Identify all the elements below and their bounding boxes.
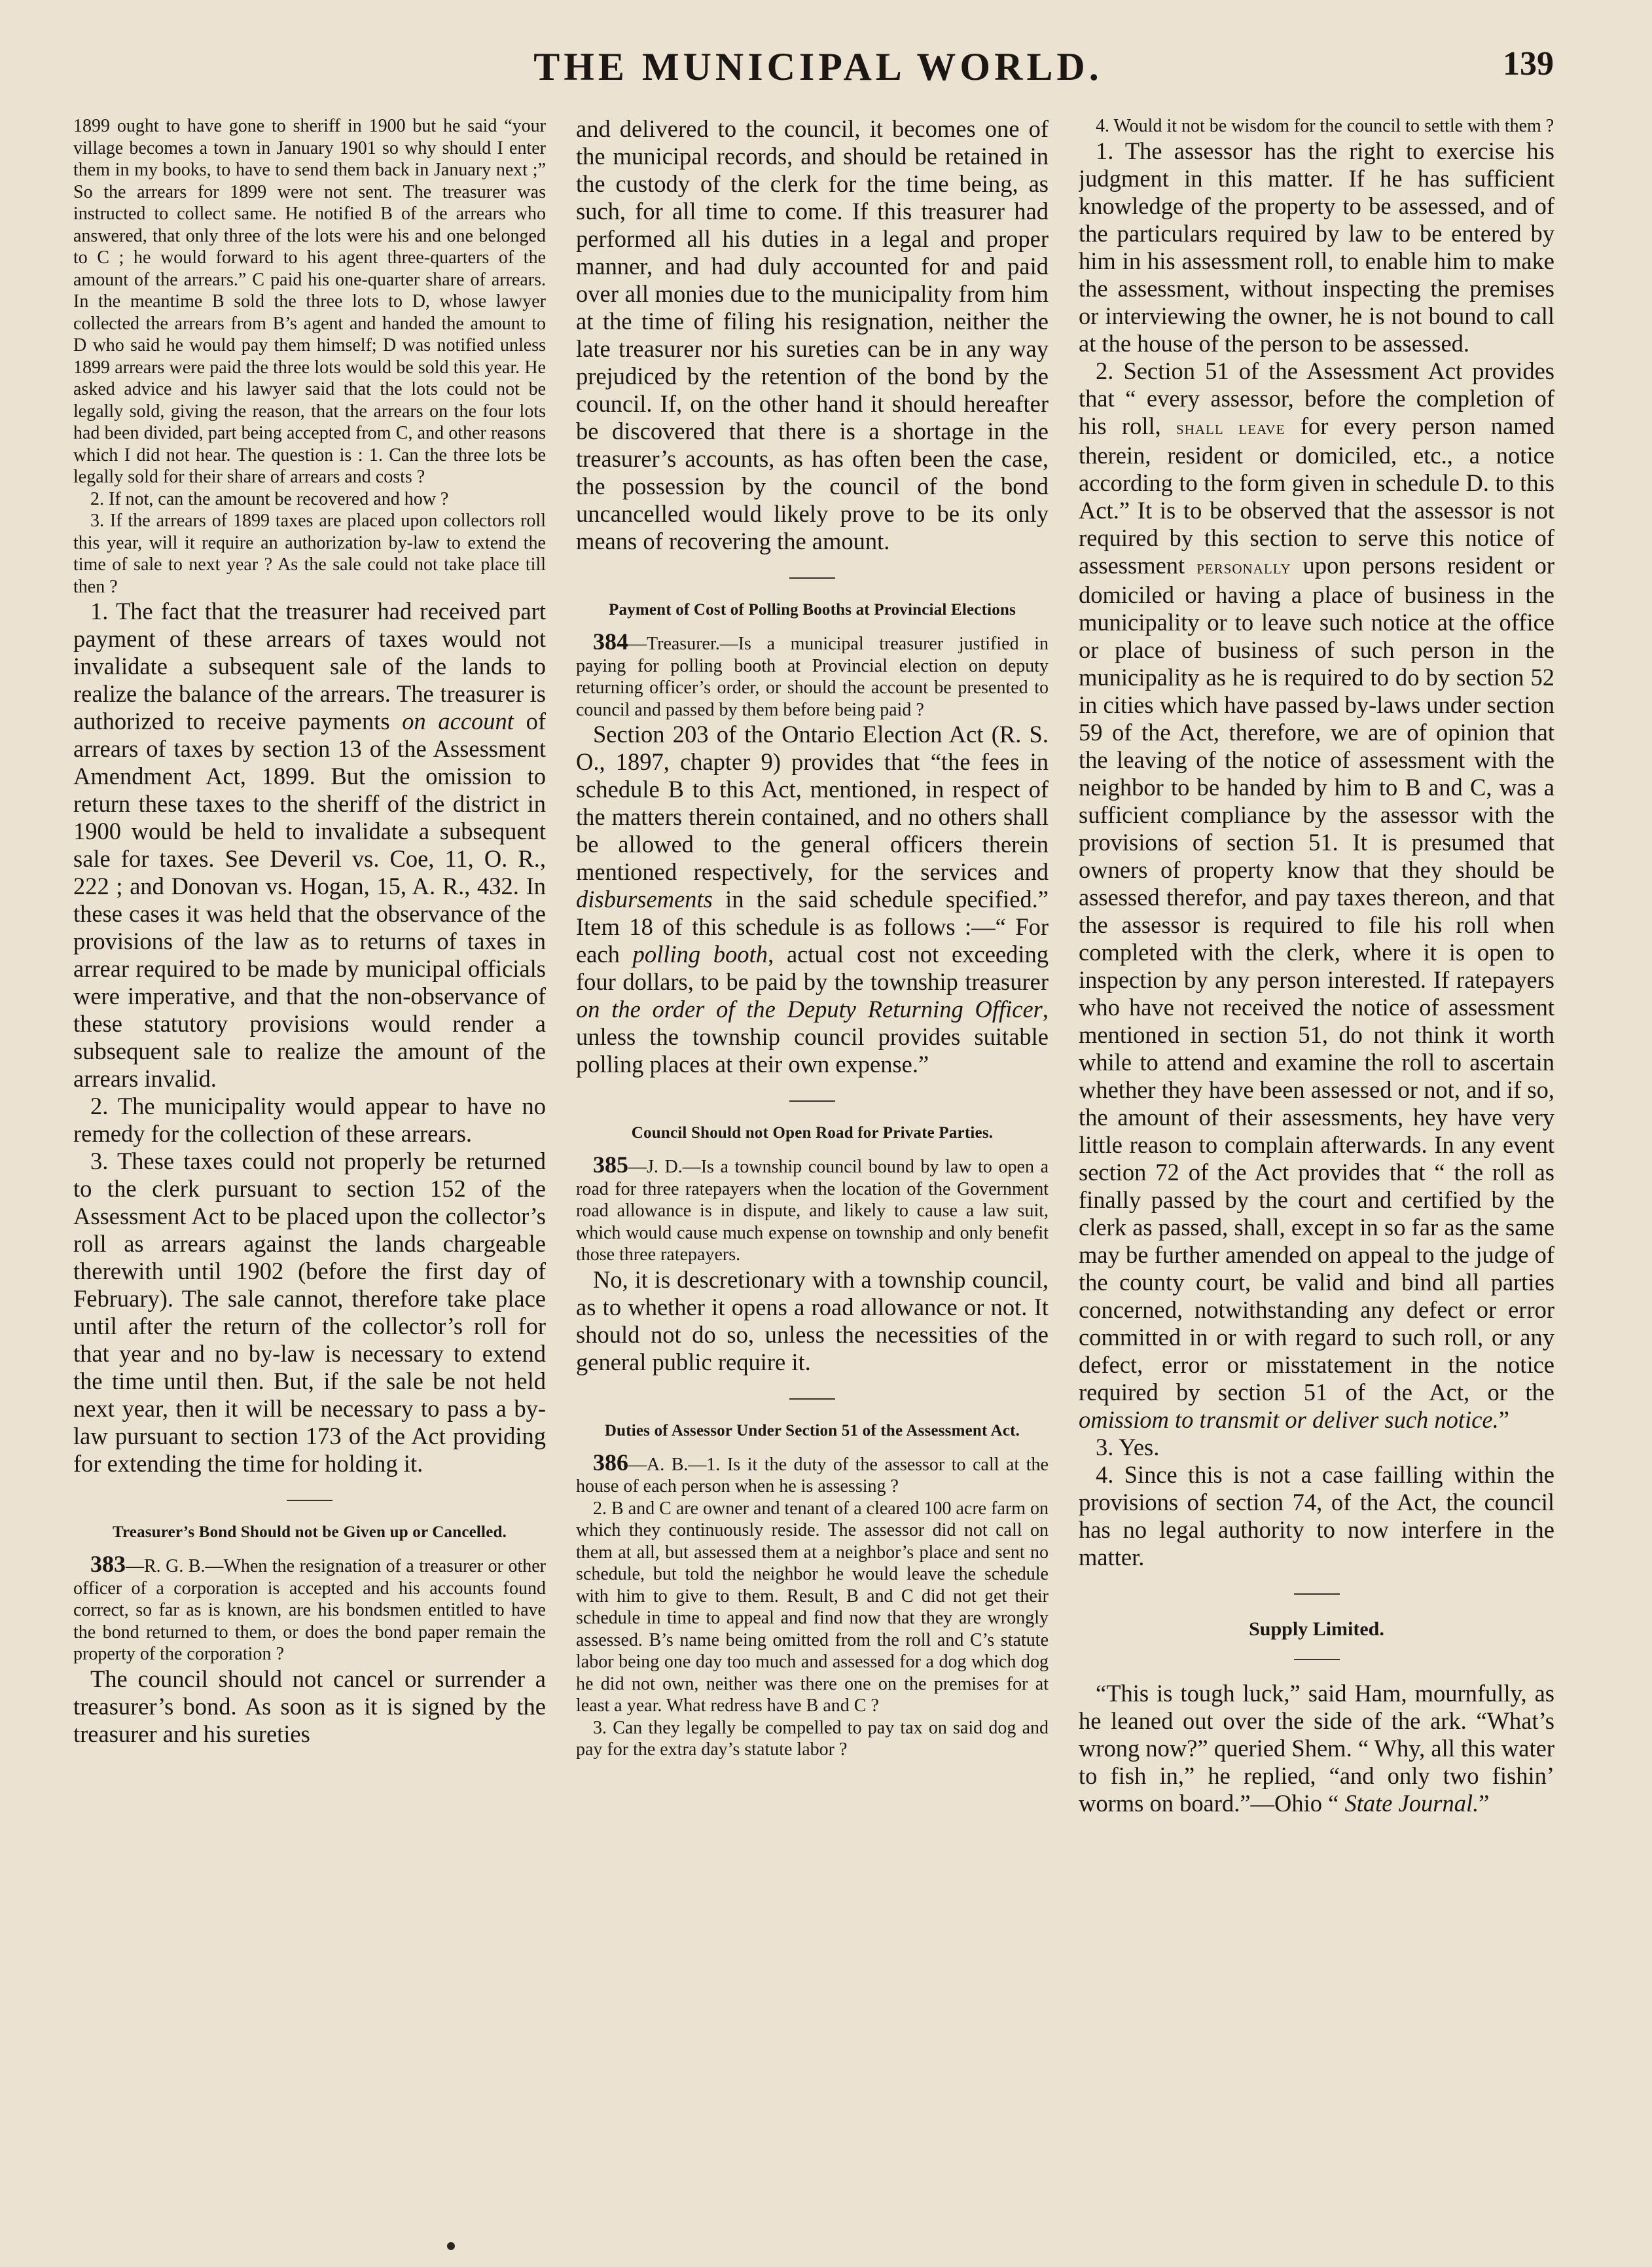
question-386-part-2: 2. B and C are owner and tenant of a cleared 100 acre farm on which they continuously reside. The assessor did not call on them at all, but assessed them at a neighbor’s place and sent no schedule, but told the neighbor he would leave the schedule with him to give to them. Result, B and C did not get their schedule in time to appeal and find now that they are wrongly assessed. B’s name being omitted from the roll and C’s statute labor being one day too much and assessed for a dog which dog he did not own, neither was there one on the premises for at least a year. What redress have B and C ? xyxy=(576,1498,1049,1716)
divider-rule xyxy=(789,1100,835,1102)
answer-386-part-3: 3. Yes. xyxy=(1096,1433,1160,1460)
answer-385: No, it is descretionary with a township council, as to whether it opens a road allowance or not. It should not do so, unless the necessities of the general public require it. xyxy=(576,1265,1049,1375)
column-3 xyxy=(1079,115,1554,2190)
heading-384: Payment of Cost of Polling Booths at Provincial Elections xyxy=(608,601,1016,619)
answer-383-start: The council should not cancel or surrender a treasurer’s bond. As soon as it is signed by the treasurer and his sureties xyxy=(73,1665,546,1747)
question-382-part-3: 3. If the arrears of 1899 taxes are placed upon collectors roll this year, will it require an authorization by-law to extend the time of sale to next year ? As the sale could not take place till then ? xyxy=(73,511,546,597)
divider-rule xyxy=(1294,1659,1340,1660)
masthead-title: THE MUNICIPAL WORLD. xyxy=(533,45,1103,88)
question-386-part-1: 386—A. B.—1. Is it the duty of the assessor to call at the house of each person when he is assessing ? xyxy=(576,1449,1049,1496)
question-386-part-4: 4. Would it not be wisdom for the council to settle with them ? xyxy=(1096,116,1554,136)
question-385: 385—J. D.—Is a township council bound by law to open a road for three ratepayers when the location of the Government road allowance is in dispute, and likely to cause a law suit, which would cause much expense on township and only benefit those three ratepayers. xyxy=(576,1152,1049,1265)
heading-386: Duties of Assessor Under Section 51 of the Assessment Act. xyxy=(604,1421,1020,1440)
column-1 xyxy=(73,115,546,2190)
ink-spot xyxy=(447,2242,455,2250)
question-384: 384—Treasurer.—Is a municipal treasurer justified in paying for polling booth at Provincial election on deputy returning officer’s order, or should the account be presented to council and passed by them before being paid ? xyxy=(576,628,1049,720)
answer-386-part-1: 1. The assessor has the right to exercise his judgment in this matter. If he has sufficient knowledge of the property to be assessed, and of the particulars required by law to be entered by him in his assessment roll, to enable him to make the assessment, without inspecting the premises or interviewing the owner, he is not bound to call at the house of the person to be assessed. xyxy=(1079,137,1554,357)
answer-386-part-2: 2. Section 51 of the Assessment Act provides that “ every assessor, before the completion of his roll, shall leave for every person named therein, resident or domiciled, etc., a notice according to the form given in schedule D. to this Act.” It is to be observed that the assessor is not required by this section to serve this notice of assessment personally upon persons resident or domiciled or having a place of business in the municipality or to leave such notice at the office or place of business of such person in the municipality as he is required to do by section 52 in cities which have passed by-laws under section 59 of the Act, therefore, we are of opinion that the leaving of the notice of assessment with the neighbor to be handed by him to B and C, was a sufficient compliance by the assessor with the provisions of section 51. It is presumed that owners of property know that they should be assessed therefor, and pay taxes thereon, and that the assessor is required to file his roll when completed with the clerk, where it is open to inspection by any person interested. If ratepayers who have not received the notice of assessment mentioned in section 51, do not think it worth while to attend and examine the roll to ascertain whether they have been assessed or not, and if so, the amount of their assessments, hey have very little reason to complain afterwards. In any event section 72 of the Act provides that “ the roll as finally passed by the court and certified by the clerk as passed, shall, except in so far as the same may be further amended on appeal to the judge of the county court, be valid and bind all parties concerned, notwithstanding any defect or error committed in or with regard to such roll, or any defect, error or misstatement in the notice required by section 51 of the Act, or the omissiom to transmit or deliver such notice.” xyxy=(1079,357,1554,1433)
answer-386-part-4: 4. Since this is not a case failling within the provisions of section 74, of the Act, the council has no legal authority to now interfere in the matter. xyxy=(1079,1460,1554,1570)
question-382-part-2: 2. If not, can the amount be recovered and how ? xyxy=(90,488,449,509)
question-383: 383—R. G. B.—When the resignation of a treasurer or other officer of a corporation is accepted and his accounts found correct, so far as is known, are his bondsmen entitled to have the bond returned to them, or does the bond paper remain the property of the corporation ? xyxy=(73,1551,546,1664)
question-386-part-3: 3. Can they legally be compelled to pay tax on said dog and pay for the extra day’s statute labor ? xyxy=(576,1717,1049,1760)
question-382-body: 1899 ought to have gone to sheriff in 1900 but he said “your village becomes a town in January 1901 so why should I enter them in my books, to have to send them back in January next ;” So the arrears for 1899 were not sent. The treasurer was instructed to collect same. He notified B of the arrears who answered, that only three of the lots were his and one belonged to C ; he would forward to his agent three-quarters of the amount of the arrears.” C paid his one-quarter share of arrears. In the meantime B sold the three lots to D, whose lawyer collected the arrears from B’s agent and handed the amount to D who said he would pay them himself; D was notified unless 1899 arrears were paid the three lots would be sold this year. He asked advice and his lawyer said that the lots could not be legally sold, giving the reason, that the arrears on the four lots had been divided, part being accepted from C, and other reasons which I did not hear. The question is : 1. Can the three lots be legally sold for their share of arrears and costs ? xyxy=(73,116,546,487)
answer-382-part-1: 1. The fact that the treasurer had received part payment of these arrears of taxes would not invalidate a subsequent sale of the lands to realize the balance of the arrears. The treasurer is authorized to receive payments on account of arrears of taxes by section 13 of the Assessment Amendment Act, 1899. But the omission to return these taxes to the sheriff of the district in 1900 would be held to invalidate a subsequent sale for taxes. See Deveril vs. Coe, 11, O. R., 222 ; and Donovan vs. Hogan, 15, A. R., 432. In these cases it was held that the observance of the provisions of the law as to returns of taxes in arrear required to be made by municipal officials were imperative, and that the non-observance of these statutory provisions would render a subsequent sale to realize the amount of the arrears invalid. xyxy=(73,598,546,1092)
answer-382-part-3: 3. These taxes could not properly be returned to the clerk pursuant to section 152 of the Assessment Act to be placed upon the collector’s roll as arrears against the lands chargeable therewith until 1902 (before the first day of February). The sale cannot, therefore take place until after the return of the collector’s roll for that year and no by-law is necessary to extend the time until then. But, if the sale be not held next year, then it will be necessary to pass a by-law pursuant to section 173 of the Act providing for extending the time for holding it. xyxy=(73,1148,546,1477)
column-2 xyxy=(576,115,1049,2190)
heading-385: Council Should not Open Road for Private Parties. xyxy=(631,1124,994,1142)
page-number: 139 xyxy=(1503,45,1554,82)
divider-rule xyxy=(1294,1593,1340,1595)
divider-rule xyxy=(287,1500,332,1501)
anecdote-ham-and-shem: “This is tough luck,” said Ham, mournfully, as he leaned out over the side of the ark. “What’s wrong now?” queried Shem. “ Why, all this water to fish in,” he replied, “and only two fishin’ worms on board.”—Ohio “ State Journal.” xyxy=(1079,1679,1554,1817)
heading-383: Treasurer’s Bond Should not be Given up or Cancelled. xyxy=(112,1523,507,1541)
divider-rule xyxy=(789,1398,835,1400)
answer-382-part-2: 2. The municipality would appear to have no remedy for the collection of these arrears. xyxy=(73,1093,546,1147)
answer-384: Section 203 of the Ontario Election Act (R. S. O., 1897, chapter 9) provides that “the fees in schedule B to this Act, mentioned, in respect of the matters therein contained, and no others shall be allowed to the general officers therein mentioned respectively, for the services and disbursements in the said schedule specified.” Item 18 of this schedule is as follows :—“ For each polling booth, actual cost not exceeding four dollars, to be paid by the township treasurer on the order of the Deputy Returning Officer, unless the township council provides suitable polling places at their own expense.” xyxy=(576,721,1049,1078)
heading-supply-limited: Supply Limited. xyxy=(1249,1618,1384,1640)
divider-rule xyxy=(789,577,835,579)
answer-383-continued: and delivered to the council, it becomes one of the municipal records, and should be retained in the custody of the clerk for the time being, as such, for all time to come. If this treasurer had performed all his duties in a legal and proper manner, and had duly accounted for and paid over all monies due to the municipality from him at the time of filing his resignation, neither the late treasurer nor his sureties can be in any way prejudiced by the retention of the bond by the council. If, on the other hand it should hereafter be discovered that there is a shortage in the treasurer’s accounts, as has often been the case, the possession by the council of the bond uncancelled would likely prove to be its only means of recovering the amount. xyxy=(576,115,1049,554)
running-head xyxy=(0,45,1652,97)
